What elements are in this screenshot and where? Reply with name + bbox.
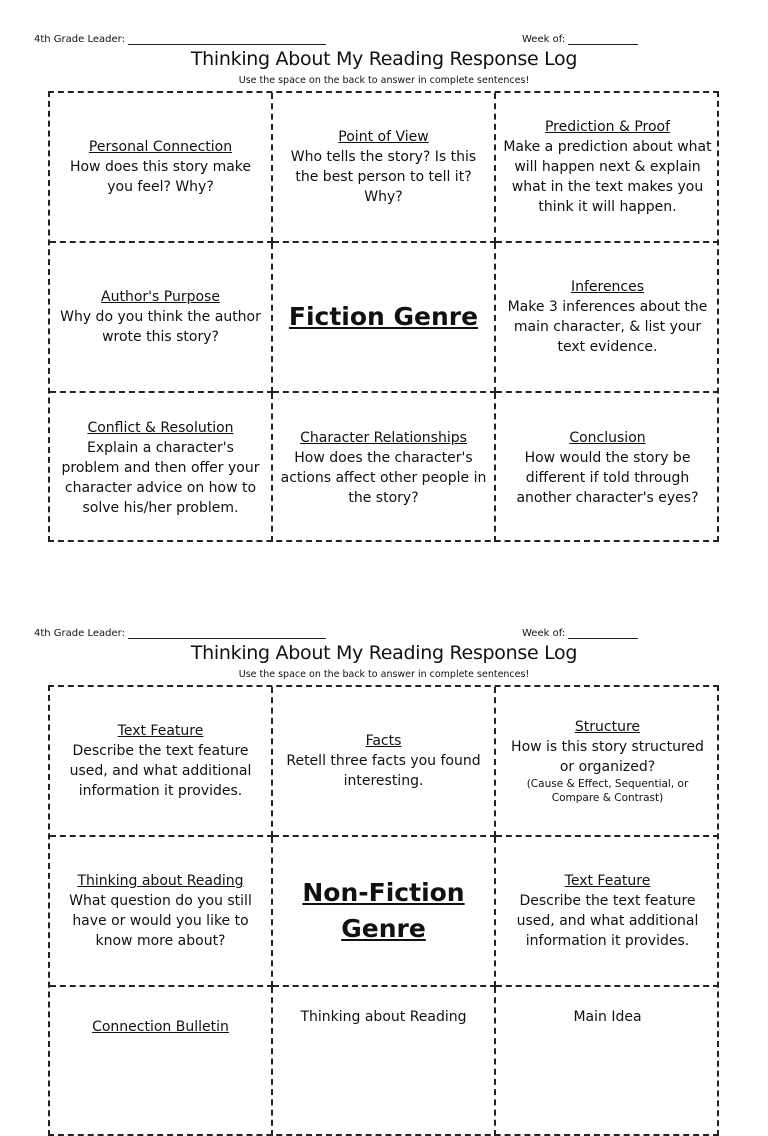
cell-body: Explain a character's problem and then offer your character advice on how to solve his/her problem. [61, 439, 260, 516]
cell-inferences [496, 243, 719, 393]
cell-title: Connection Bulletin [92, 1019, 229, 1035]
week-of-blank [568, 629, 638, 639]
page-subtitle: Use the space on the back to answer in complete sentences! [238, 669, 530, 680]
week-of-label: Week of: [522, 628, 566, 639]
page-title: Thinking About My Reading Response Log [190, 642, 578, 664]
cell-body: Retell three facts you found interesting. [286, 753, 481, 789]
cell-main-idea [496, 987, 719, 1136]
cell-body: What question do you still have or would you like to know more about? [69, 893, 252, 949]
cell-title: Prediction & Proof [544, 119, 671, 135]
cell-point-of-view [273, 93, 496, 243]
cell-title: Thinking about Reading [300, 1009, 467, 1025]
cell-title: Point of View [338, 129, 429, 145]
cell-text-feature-2 [496, 837, 719, 987]
cell-connection-bulletin [50, 987, 273, 1136]
cell-title: Conflict & Resolution [87, 419, 234, 436]
cell-title: Facts [365, 733, 402, 749]
cell-prediction-proof [496, 93, 719, 243]
week-of-label: Week of: [522, 34, 566, 45]
grade-leader-line [34, 628, 326, 639]
page-subtitle: Use the space on the back to answer in complete sentences! [238, 75, 530, 86]
week-of-line [522, 628, 638, 639]
grade-leader-blank [128, 35, 326, 45]
response-grid [48, 91, 719, 542]
cell-authors-purpose [50, 243, 273, 393]
cell-body: Describe the text feature used, and what additional information it provides. [516, 893, 699, 949]
grade-leader-label: 4th Grade Leader: [34, 628, 125, 639]
grade-leader-blank [128, 629, 326, 639]
cell-genre-center [273, 837, 496, 987]
cell-title: Structure [574, 719, 641, 735]
cell-facts [273, 687, 496, 837]
cell-title: Personal Connection [88, 139, 233, 155]
cell-title: Inferences [570, 279, 645, 295]
week-of-line [522, 34, 638, 45]
cell-conclusion [496, 393, 719, 542]
cell-thinking-about-reading-2 [273, 987, 496, 1136]
cell-title: Text Feature [564, 873, 651, 889]
week-of-blank [568, 35, 638, 45]
grade-leader-label: 4th Grade Leader: [34, 34, 125, 45]
cell-body: Who tells the story? Is this the best person to tell it? Why? [290, 149, 477, 205]
genre-title: Fiction Genre [288, 302, 479, 331]
grade-leader-line [34, 34, 326, 45]
cell-body: How does this story make you feel? Why? [69, 159, 252, 195]
cell-note: (Cause & Effect, Sequential, or Compare & Contrast) [526, 778, 689, 804]
cell-title: Conclusion [569, 429, 646, 446]
cell-body: How would the story be different if told through another character's eyes? [516, 449, 699, 506]
cell-title: Character Relationships [300, 429, 467, 446]
cell-body: Make a prediction about what will happen next & explain what in the text makes you think it will happen. [503, 139, 712, 215]
cell-character-relationships [273, 393, 496, 542]
cell-conflict-resolution [50, 393, 273, 542]
cell-thinking-about-reading [50, 837, 273, 987]
cell-body: How is this story structured or organized? [511, 739, 704, 775]
genre-title: Non-Fiction Genre [302, 878, 465, 943]
cell-title: Thinking about Reading [77, 873, 244, 889]
cell-text-feature [50, 687, 273, 837]
cell-title: Text Feature [117, 723, 204, 739]
response-grid [48, 685, 719, 1136]
cell-personal-connection [50, 93, 273, 243]
cell-title: Author's Purpose [101, 289, 220, 305]
cell-structure [496, 687, 719, 837]
cell-body: How does the character's actions affect other people in the story? [280, 449, 487, 506]
page-title: Thinking About My Reading Response Log [190, 48, 578, 70]
cell-body: Why do you think the author wrote this story? [60, 309, 261, 345]
cell-genre-center [273, 243, 496, 393]
cell-title: Main Idea [573, 1009, 642, 1025]
cell-body: Make 3 inferences about the main character, & list your text evidence. [507, 299, 708, 355]
cell-body: Describe the text feature used, and what additional information it provides. [69, 743, 252, 799]
